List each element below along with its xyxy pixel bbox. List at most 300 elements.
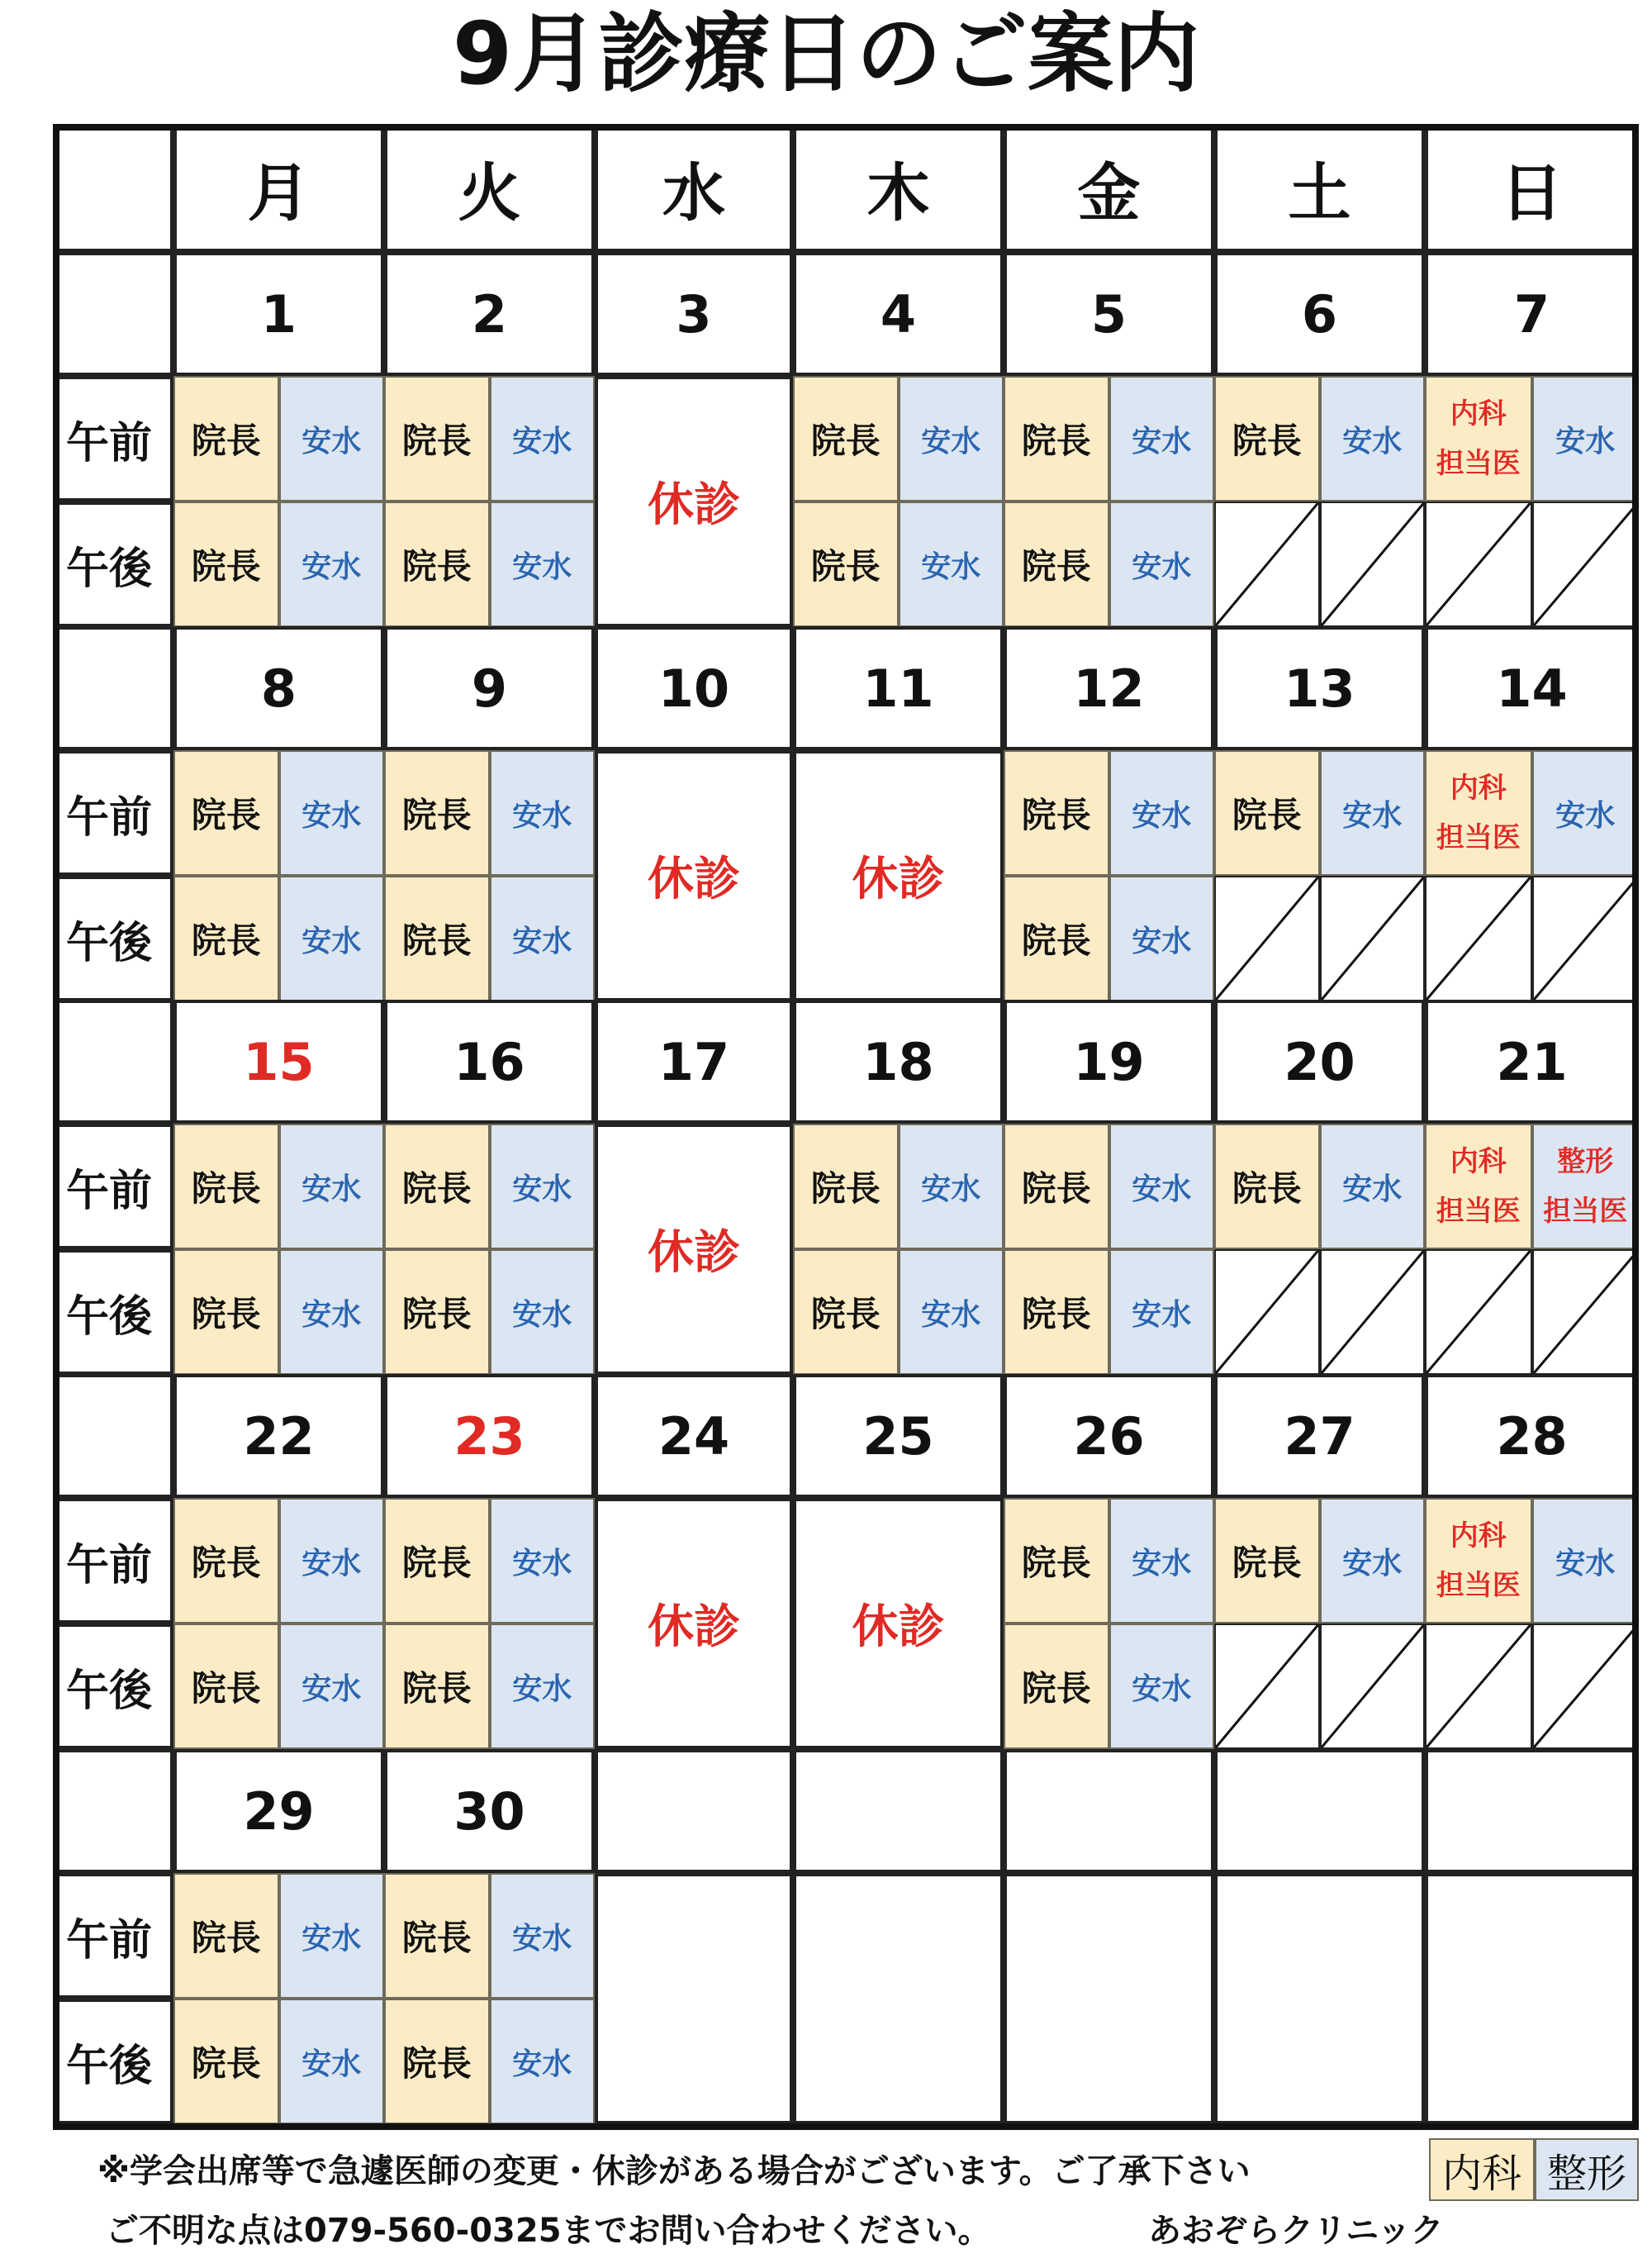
weekday-label: 金 <box>1077 156 1141 230</box>
no-clinic-slash <box>1214 876 1320 1001</box>
inchou-slot <box>384 1498 490 1624</box>
yasumizu-slot <box>490 1249 596 1375</box>
date-number: 11 <box>862 658 934 719</box>
yasumizu-slot <box>1320 1124 1426 1249</box>
no-clinic-slash <box>1532 502 1640 627</box>
doctor-label: 安水 <box>512 1546 572 1581</box>
weekday-header <box>595 124 793 252</box>
no-clinic-slash <box>1320 876 1426 1001</box>
date-number: 28 <box>1496 1405 1568 1467</box>
doctor-label: 安水 <box>1342 424 1403 459</box>
legend-naika <box>1429 2138 1535 2201</box>
date-cell <box>1004 252 1214 376</box>
date-cell <box>595 1000 793 1124</box>
date-cell <box>1214 626 1425 750</box>
slash-icon <box>1534 877 1638 1000</box>
date-cell <box>384 252 595 376</box>
footer-contact: ご不明な点は079-560-0325までお問い合わせください。 <box>106 2212 991 2250</box>
row-label-text: 午後 <box>66 1666 153 1716</box>
doctor-label: 院長 <box>401 795 472 835</box>
no-clinic-slash <box>1214 1249 1320 1375</box>
inchou-slot <box>384 376 490 502</box>
legend-seikei-label: 整形 <box>1546 2150 1626 2197</box>
doctor-label: 院長 <box>1232 1168 1302 1209</box>
row-label-pm <box>53 1249 173 1375</box>
date-number: 30 <box>453 1780 525 1842</box>
doctor-label: 院長 <box>1021 546 1091 587</box>
doctor-label: 安水 <box>921 1297 981 1332</box>
doctor-label: 院長 <box>401 1543 472 1583</box>
closed-cell <box>793 750 1004 1001</box>
doctor-label: 院長 <box>810 1294 881 1334</box>
inchou-slot <box>793 376 899 502</box>
date-number: 15 <box>243 1031 315 1092</box>
doctor-label: 安水 <box>301 1172 362 1206</box>
inchou-slot <box>384 1873 490 1999</box>
doctor-label: 安水 <box>921 549 981 584</box>
doctor-label: 安水 <box>301 1671 362 1706</box>
doctor-label: 院長 <box>191 1918 261 1958</box>
yasumizu-slot <box>1109 750 1215 876</box>
weekday-header <box>173 124 384 252</box>
doctor-label: 安水 <box>512 1172 572 1206</box>
row-label-pm <box>53 1999 173 2124</box>
row-label-pm <box>53 502 173 627</box>
date-number: 9 <box>471 658 508 719</box>
closed-label: 休診 <box>648 853 740 906</box>
no-clinic-slash <box>1214 1624 1320 1749</box>
doctor-label: 安水 <box>301 2047 362 2081</box>
row-label-pm <box>53 1624 173 1749</box>
doctor-label: 安水 <box>301 798 362 833</box>
legend-naika-label: 内科 <box>1441 2150 1521 2197</box>
date-number: 2 <box>471 283 508 345</box>
row-label-text: 午後 <box>66 918 153 968</box>
no-clinic-slash <box>1532 1624 1640 1749</box>
date-cell <box>793 252 1004 376</box>
closed-label: 休診 <box>648 478 740 532</box>
duty-line1: 内科 <box>1450 1519 1507 1552</box>
doctor-label: 院長 <box>401 1668 472 1709</box>
duty-line2: 担当医 <box>1436 1195 1521 1228</box>
date-cell <box>793 626 1004 750</box>
date-cell <box>793 1000 1004 1124</box>
closed-label: 休診 <box>648 1226 740 1280</box>
doctor-label: 安水 <box>512 549 572 584</box>
slash-icon <box>1322 1251 1424 1373</box>
date-row-corner <box>53 1749 173 1873</box>
yasumizu-slot <box>490 1999 596 2124</box>
doctor-label: 院長 <box>810 421 881 461</box>
doctor-label: 安水 <box>1342 1546 1403 1581</box>
doctor-label: 安水 <box>1132 1546 1192 1581</box>
row-label-text: 午前 <box>66 1915 153 1966</box>
date-number: 23 <box>453 1405 525 1467</box>
weekday-label: 水 <box>662 156 725 230</box>
doctor-label: 安水 <box>301 1546 362 1581</box>
empty-slot <box>793 1873 1004 2124</box>
inchou-slot <box>173 750 279 876</box>
yasumizu-slot <box>899 1124 1004 1249</box>
doctor-label: 院長 <box>191 421 261 461</box>
legend-seikei <box>1535 2138 1639 2201</box>
row-label-am <box>53 750 173 876</box>
doctor-label: 安水 <box>301 924 362 958</box>
closed-cell <box>793 1498 1004 1749</box>
inchou-slot <box>173 876 279 1001</box>
date-cell <box>793 1374 1004 1498</box>
empty-slot <box>1425 1873 1639 2124</box>
yasumizu-slot <box>490 1624 596 1749</box>
inchou-slot <box>384 1624 490 1749</box>
weekday-header <box>384 124 595 252</box>
inchou-slot <box>1004 376 1109 502</box>
row-label-am <box>53 376 173 502</box>
doctor-label: 安水 <box>1132 924 1192 958</box>
weekday-header <box>1004 124 1214 252</box>
row-label-am <box>53 1124 173 1249</box>
date-number: 29 <box>243 1780 315 1842</box>
date-cell <box>595 626 793 750</box>
date-cell <box>173 1749 384 1873</box>
yasumizu-slot <box>279 1873 385 1999</box>
inchou-slot <box>173 1873 279 1999</box>
weekday-label: 火 <box>458 156 521 230</box>
date-cell <box>595 1374 793 1498</box>
slash-icon <box>1322 503 1424 625</box>
no-clinic-slash <box>1320 1249 1426 1375</box>
no-clinic-slash <box>1425 502 1532 627</box>
doctor-label: 安水 <box>1555 1546 1616 1581</box>
weekday-label: 木 <box>866 156 930 230</box>
date-number: 16 <box>453 1031 525 1092</box>
weekday-header <box>1425 124 1639 252</box>
weekday-label: 月 <box>247 156 311 230</box>
date-cell <box>1425 1374 1639 1498</box>
doctor-label: 院長 <box>191 920 261 961</box>
doctor-label: 院長 <box>1021 1543 1091 1583</box>
seikei-duty-slot <box>1532 1124 1640 1249</box>
slash-icon <box>1322 877 1424 1000</box>
duty-line2: 担当医 <box>1543 1195 1628 1228</box>
yasumizu-slot <box>1320 376 1426 502</box>
slash-icon <box>1216 877 1318 1000</box>
weekday-label: 日 <box>1500 156 1564 230</box>
inchou-slot <box>173 1624 279 1749</box>
header-corner <box>53 124 173 252</box>
doctor-label: 安水 <box>921 424 981 459</box>
date-cell <box>793 1749 1004 1873</box>
yasumizu-slot <box>1109 1249 1215 1375</box>
inchou-slot <box>793 1124 899 1249</box>
empty-slot <box>1214 1873 1425 2124</box>
closed-cell <box>595 1498 793 1749</box>
duty-line2: 担当医 <box>1436 1569 1521 1602</box>
date-row-corner <box>53 1000 173 1124</box>
inchou-slot <box>1214 750 1320 876</box>
inchou-slot <box>384 502 490 627</box>
yasumizu-slot <box>1532 376 1640 502</box>
doctor-label: 安水 <box>512 1921 572 1956</box>
doctor-label: 安水 <box>1132 424 1192 459</box>
doctor-label: 安水 <box>512 798 572 833</box>
doctor-label: 院長 <box>1232 421 1302 461</box>
date-cell <box>173 1374 384 1498</box>
row-label-text: 午前 <box>66 418 153 468</box>
date-cell <box>384 626 595 750</box>
no-clinic-slash <box>1425 1624 1532 1749</box>
weekday-header <box>793 124 1004 252</box>
yasumizu-slot <box>490 502 596 627</box>
doctor-label: 安水 <box>512 924 572 958</box>
slash-icon <box>1534 1625 1638 1747</box>
yasumizu-slot <box>490 376 596 502</box>
inchou-slot <box>173 1249 279 1375</box>
doctor-label: 安水 <box>301 424 362 459</box>
date-cell <box>384 1374 595 1498</box>
doctor-label: 安水 <box>1132 1297 1192 1332</box>
inchou-slot <box>384 1124 490 1249</box>
date-number: 4 <box>880 283 917 345</box>
doctor-label: 院長 <box>810 1168 881 1209</box>
yasumizu-slot <box>490 1124 596 1249</box>
slash-icon <box>1427 1625 1531 1747</box>
yasumizu-slot <box>1109 876 1215 1001</box>
inchou-slot <box>1004 1249 1109 1375</box>
inchou-slot <box>1214 1124 1320 1249</box>
yasumizu-slot <box>1109 1624 1215 1749</box>
clinic-name: あおぞらクリニック <box>1148 2212 1444 2250</box>
row-label-text: 午前 <box>66 1540 153 1590</box>
doctor-label: 安水 <box>1132 1671 1192 1706</box>
yasumizu-slot <box>1532 1498 1640 1624</box>
doctor-label: 院長 <box>191 1168 261 1209</box>
yasumizu-slot <box>279 376 385 502</box>
yasumizu-slot <box>279 1624 385 1749</box>
duty-line1: 整形 <box>1557 1145 1614 1178</box>
row-label-text: 午後 <box>66 2041 153 2091</box>
yasumizu-slot <box>899 502 1004 627</box>
yasumizu-slot <box>279 1124 385 1249</box>
yasumizu-slot <box>899 1249 1004 1375</box>
date-number: 19 <box>1073 1031 1145 1092</box>
inchou-slot <box>1004 750 1109 876</box>
yasumizu-slot <box>279 1999 385 2124</box>
date-cell <box>1214 252 1425 376</box>
yasumizu-slot <box>899 376 1004 502</box>
duty-line1: 内科 <box>1450 397 1507 430</box>
date-number: 14 <box>1496 658 1568 719</box>
inchou-slot <box>384 1999 490 2124</box>
date-number: 17 <box>657 1031 730 1092</box>
date-cell <box>1004 1374 1214 1498</box>
doctor-label: 安水 <box>1132 1172 1192 1206</box>
date-cell <box>384 1000 595 1124</box>
inchou-slot <box>384 1249 490 1375</box>
doctor-label: 院長 <box>191 1668 261 1709</box>
doctor-label: 院長 <box>1021 1668 1091 1709</box>
date-cell <box>1004 1749 1214 1873</box>
doctor-label: 院長 <box>1021 1294 1091 1334</box>
yasumizu-slot <box>279 1249 385 1375</box>
doctor-label: 安水 <box>1132 549 1192 584</box>
doctor-label: 院長 <box>1021 795 1091 835</box>
slash-icon <box>1534 503 1638 625</box>
slash-icon <box>1427 1251 1531 1373</box>
naika-duty-slot <box>1425 376 1532 502</box>
date-number: 18 <box>862 1031 934 1092</box>
doctor-label: 安水 <box>301 549 362 584</box>
date-cell <box>1004 1000 1214 1124</box>
date-cell <box>384 1749 595 1873</box>
inchou-slot <box>173 1124 279 1249</box>
doctor-label: 安水 <box>512 2047 572 2081</box>
row-label-text: 午前 <box>66 792 153 843</box>
date-number: 1 <box>260 283 297 345</box>
slash-icon <box>1427 503 1531 625</box>
no-clinic-slash <box>1532 876 1640 1001</box>
yasumizu-slot <box>490 1498 596 1624</box>
weekday-label: 土 <box>1288 156 1351 230</box>
slash-icon <box>1534 1251 1638 1373</box>
date-number: 5 <box>1090 283 1127 345</box>
inchou-slot <box>1214 1498 1320 1624</box>
date-number: 24 <box>657 1405 730 1467</box>
date-number: 6 <box>1301 283 1338 345</box>
doctor-label: 安水 <box>1342 798 1403 833</box>
yasumizu-slot <box>1320 1498 1426 1624</box>
row-label-text: 午後 <box>66 544 153 594</box>
date-number: 12 <box>1073 658 1145 719</box>
date-cell <box>1425 252 1639 376</box>
no-clinic-slash <box>1320 1624 1426 1749</box>
duty-line1: 内科 <box>1450 1145 1507 1178</box>
yasumizu-slot <box>279 502 385 627</box>
date-cell <box>173 252 384 376</box>
date-cell <box>1425 626 1639 750</box>
doctor-label: 安水 <box>301 1297 362 1332</box>
doctor-label: 安水 <box>1555 798 1616 833</box>
date-cell <box>1425 1000 1639 1124</box>
yasumizu-slot <box>279 1498 385 1624</box>
inchou-slot <box>173 502 279 627</box>
inchou-slot <box>793 1249 899 1375</box>
inchou-slot <box>173 1498 279 1624</box>
no-clinic-slash <box>1425 876 1532 1001</box>
doctor-label: 院長 <box>191 795 261 835</box>
inchou-slot <box>1004 1624 1109 1749</box>
doctor-label: 安水 <box>1132 798 1192 833</box>
doctor-label: 院長 <box>401 1918 472 1958</box>
yasumizu-slot <box>1109 376 1215 502</box>
doctor-label: 院長 <box>401 2043 472 2084</box>
date-cell <box>595 1749 793 1873</box>
inchou-slot <box>173 1999 279 2124</box>
date-cell <box>173 626 384 750</box>
no-clinic-slash <box>1532 1249 1640 1375</box>
doctor-label: 院長 <box>401 1294 472 1334</box>
date-cell <box>173 1000 384 1124</box>
closed-cell <box>595 750 793 1001</box>
closed-cell <box>595 1124 793 1375</box>
yasumizu-slot <box>1109 1498 1215 1624</box>
doctor-label: 院長 <box>1232 1543 1302 1583</box>
inchou-slot <box>1004 1124 1109 1249</box>
row-label-am <box>53 1873 173 1999</box>
doctor-label: 安水 <box>512 424 572 459</box>
yasumizu-slot <box>279 750 385 876</box>
slash-icon <box>1216 1625 1318 1747</box>
doctor-label: 院長 <box>401 546 472 587</box>
doctor-label: 院長 <box>401 1168 472 1209</box>
row-label-pm <box>53 876 173 1001</box>
doctor-label: 院長 <box>191 2043 261 2084</box>
doctor-label: 院長 <box>401 421 472 461</box>
date-number: 3 <box>676 283 712 345</box>
date-number: 20 <box>1284 1031 1355 1092</box>
inchou-slot <box>384 750 490 876</box>
date-number: 27 <box>1284 1405 1355 1467</box>
doctor-label: 安水 <box>1342 1172 1403 1206</box>
doctor-label: 院長 <box>191 546 261 587</box>
doctor-label: 院長 <box>1021 1168 1091 1209</box>
no-clinic-slash <box>1214 502 1320 627</box>
closed-cell <box>595 376 793 627</box>
inchou-slot <box>1004 876 1109 1001</box>
duty-line2: 担当医 <box>1436 447 1521 480</box>
date-row-corner <box>53 1374 173 1498</box>
date-row-corner <box>53 252 173 376</box>
doctor-label: 安水 <box>512 1671 572 1706</box>
date-cell <box>1214 1000 1425 1124</box>
closed-label: 休診 <box>852 853 945 906</box>
empty-slot <box>595 1873 793 2124</box>
naika-duty-slot <box>1425 750 1532 876</box>
naika-duty-slot <box>1425 1498 1532 1624</box>
yasumizu-slot <box>490 876 596 1001</box>
date-cell <box>1004 626 1214 750</box>
yasumizu-slot <box>490 1873 596 1999</box>
doctor-label: 院長 <box>1021 421 1091 461</box>
row-label-text: 午前 <box>66 1166 153 1216</box>
date-number: 10 <box>657 658 730 719</box>
page-title: 9月診療日のご案内 <box>452 3 1200 104</box>
inchou-slot <box>793 502 899 627</box>
date-number: 26 <box>1073 1405 1145 1467</box>
slash-icon <box>1427 877 1531 1000</box>
duty-line2: 担当医 <box>1436 821 1521 854</box>
yasumizu-slot <box>1109 1124 1215 1249</box>
slash-icon <box>1322 1625 1424 1747</box>
doctor-label: 安水 <box>921 1172 981 1206</box>
doctor-label: 院長 <box>401 920 472 961</box>
slash-icon <box>1216 503 1318 625</box>
doctor-label: 安水 <box>512 1297 572 1332</box>
yasumizu-slot <box>1532 750 1640 876</box>
doctor-label: 安水 <box>1555 424 1616 459</box>
no-clinic-slash <box>1425 1249 1532 1375</box>
date-cell <box>595 252 793 376</box>
inchou-slot <box>384 876 490 1001</box>
inchou-slot <box>1004 502 1109 627</box>
date-cell <box>1425 1749 1639 1873</box>
empty-slot <box>1004 1873 1214 2124</box>
row-label-am <box>53 1498 173 1624</box>
yasumizu-slot <box>1109 502 1215 627</box>
doctor-label: 院長 <box>191 1543 261 1583</box>
yasumizu-slot <box>279 876 385 1001</box>
date-number: 13 <box>1284 658 1355 719</box>
